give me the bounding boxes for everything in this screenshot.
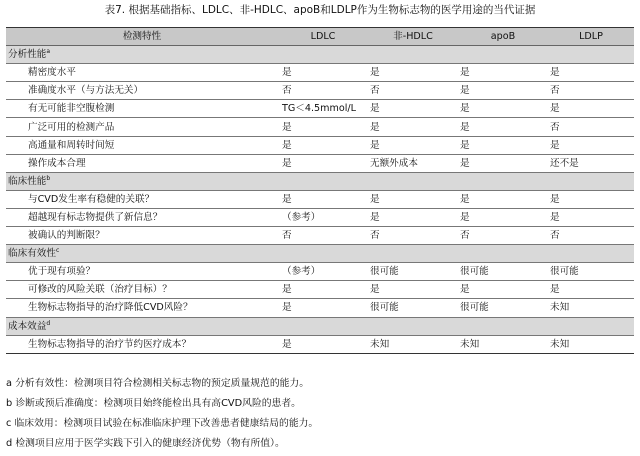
column-header: 检测特性 <box>6 28 278 46</box>
table-cell: 还不是 <box>548 154 634 172</box>
table-cell: 未知 <box>368 335 458 353</box>
row-label: 生物标志物指导的治疗节约医疗成本？ <box>6 335 278 353</box>
column-header: LDLC <box>278 28 368 46</box>
table-cell: 是 <box>458 118 548 136</box>
table-cell: 是 <box>458 82 548 100</box>
table-cell: 否 <box>548 118 634 136</box>
table-header-row <box>6 28 634 46</box>
column-header: apoB <box>458 28 548 46</box>
table-cell: 是 <box>368 118 458 136</box>
section-header <box>6 46 634 64</box>
table-row <box>6 299 634 317</box>
row-label: 与CVD发生率有稳健的关联？ <box>6 190 278 208</box>
table-cell: 否 <box>548 82 634 100</box>
table-cell: 是 <box>548 136 634 154</box>
table-cell: 否 <box>278 227 368 245</box>
row-label: 广泛可用的检测产品 <box>6 118 278 136</box>
table-cell: 很可能 <box>368 299 458 317</box>
section-header <box>6 172 634 190</box>
footnote: d 检测项目应用于医学实践下引入的健康经济优势（物有所值）。 <box>6 438 285 449</box>
table-cell: 未知 <box>458 335 548 353</box>
row-label: 精密度水平 <box>6 64 278 82</box>
table-cell: 很可能 <box>368 263 458 281</box>
table-row <box>6 227 634 245</box>
table-row <box>6 208 634 226</box>
table-row <box>6 100 634 118</box>
table-cell: 否 <box>278 82 368 100</box>
table-cell: 是 <box>458 100 548 118</box>
section-footnote-marker: d <box>46 319 51 327</box>
section-header-row <box>6 46 634 64</box>
column-header: 非-HDLC <box>368 28 458 46</box>
table-cell: 是 <box>368 100 458 118</box>
table-row <box>6 136 634 154</box>
table-body <box>6 46 634 354</box>
table-cell: 是 <box>548 208 634 226</box>
table-cell: 否 <box>368 82 458 100</box>
table-cell: TG＜4.5mmol/L <box>278 100 368 118</box>
table-cell: 是 <box>458 208 548 226</box>
section-header <box>6 245 634 263</box>
row-label: 超越现有标志物提供了新信息？ <box>6 208 278 226</box>
footnote: c 临床效用：检测项目试验在标准临床护理下改善患者健康结局的能力。 <box>6 418 319 429</box>
table-row <box>6 335 634 353</box>
footnote: b 诊断或预后准确度：检测项目始终能检出具有高CVD风险的患者。 <box>6 398 301 409</box>
table-cell: 是 <box>278 281 368 299</box>
row-label: 生物标志物指导的治疗降低CVD风险？ <box>6 299 278 317</box>
table-cell: 是 <box>458 136 548 154</box>
table-row <box>6 263 634 281</box>
table-cell: 很可能 <box>458 299 548 317</box>
table-cell: 未知 <box>548 299 634 317</box>
section-footnote-marker: a <box>46 47 51 55</box>
section-footnote-marker: c <box>55 246 60 254</box>
table-cell: 是 <box>368 136 458 154</box>
table-row <box>6 118 634 136</box>
table-cell: 否 <box>458 227 548 245</box>
table-cell: 否 <box>368 227 458 245</box>
row-label: 准确度水平（与方法无关） <box>6 82 278 100</box>
section-label: 临床有效性 <box>8 248 56 260</box>
table-row <box>6 281 634 299</box>
section-label: 成本效益 <box>8 320 47 332</box>
row-label: 操作成本合理 <box>6 154 278 172</box>
table-cell: 很可能 <box>548 263 634 281</box>
table-cell: 无额外成本 <box>368 154 458 172</box>
table-cell: （参考） <box>278 263 368 281</box>
section-header <box>6 317 634 335</box>
footnotes <box>6 374 634 454</box>
table-cell: 未知 <box>548 335 634 353</box>
table-cell: 是 <box>458 154 548 172</box>
table-cell: 是 <box>278 154 368 172</box>
table-cell: 是 <box>458 190 548 208</box>
table-cell: 是 <box>368 64 458 82</box>
table-row <box>6 154 634 172</box>
table-row <box>6 190 634 208</box>
table-cell: 是 <box>548 64 634 82</box>
table-cell: 很可能 <box>458 263 548 281</box>
section-header-row <box>6 245 634 263</box>
table-cell: 是 <box>548 190 634 208</box>
section-label: 分析性能 <box>8 49 47 61</box>
table-cell: 是 <box>458 64 548 82</box>
section-label: 临床性能 <box>8 175 47 187</box>
table-cell: 是 <box>368 190 458 208</box>
row-label: 可修改的风险关联（治疗目标）？ <box>6 281 278 299</box>
row-label: 高通量和周转时间短 <box>6 136 278 154</box>
table-row <box>6 64 634 82</box>
table-cell: 是 <box>548 281 634 299</box>
table-cell: 是 <box>368 281 458 299</box>
section-footnote-marker: b <box>46 174 51 182</box>
row-label: 被确认的判断限？ <box>6 227 278 245</box>
table-cell: 否 <box>548 227 634 245</box>
table-cell: 是 <box>548 100 634 118</box>
table-cell: 是 <box>368 208 458 226</box>
table-cell: 是 <box>278 299 368 317</box>
row-label: 有无可能非空腹检测 <box>6 100 278 118</box>
table-cell: 是 <box>458 281 548 299</box>
footnote: a 分析有效性：检测项目符合检测相关标志物的预定质量规范的能力。 <box>6 378 310 389</box>
row-label: 优于现有项验？ <box>6 263 278 281</box>
table-row <box>6 82 634 100</box>
column-header: LDLP <box>548 28 634 46</box>
table-cell: （参考） <box>278 208 368 226</box>
evidence-table <box>6 27 634 354</box>
table-cell: 是 <box>278 64 368 82</box>
table-cell: 是 <box>278 190 368 208</box>
table-cell: 是 <box>278 335 368 353</box>
table-cell: 是 <box>278 136 368 154</box>
table-title: 表7. 根据基础指标、LDLC、非-HDLC、apoB和LDLP作为生物标志物的医学用途的当代证据 <box>104 4 536 16</box>
section-header-row <box>6 317 634 335</box>
section-header-row <box>6 172 634 190</box>
table-cell: 是 <box>278 118 368 136</box>
